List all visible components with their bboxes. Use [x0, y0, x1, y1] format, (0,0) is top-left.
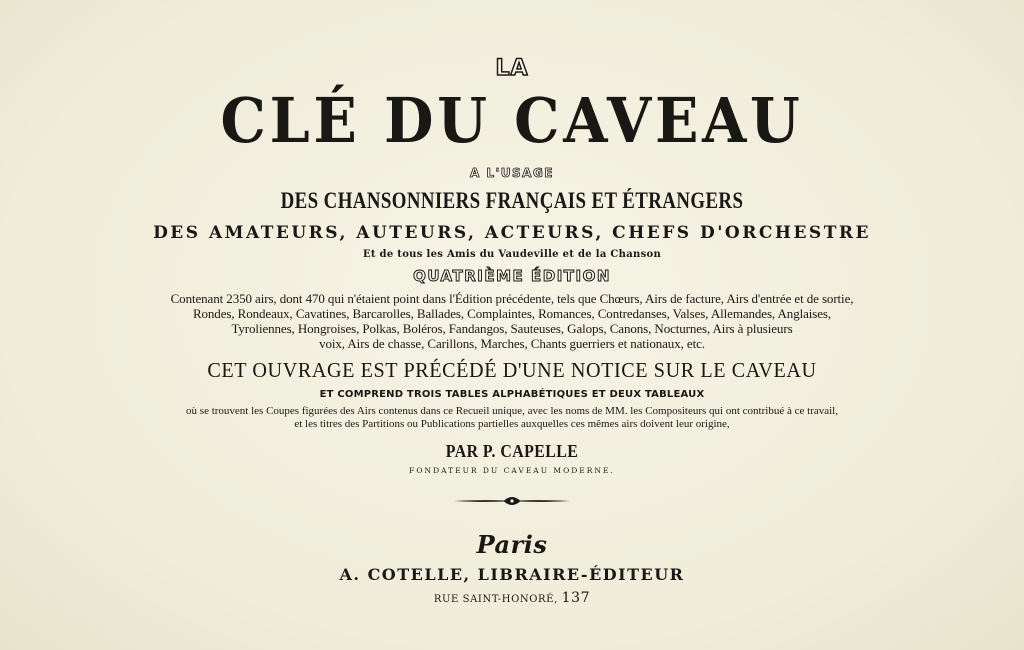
usage-line: A L'USAGE — [469, 166, 554, 180]
title-article: LA — [495, 56, 529, 81]
audience-chansonniers: DES CHANSONNIERS FRANÇAIS ET ÉTRANGERS — [280, 188, 744, 213]
main-title: CLÉ DU CAVEAU — [220, 84, 804, 157]
audience-amis: Et de tous les Amis du Vaudeville et de la Chanson — [362, 249, 662, 260]
audience-amateurs: DES AMATEURS, AUTEURS, ACTEURS, CHEFS D'ORCHESTRE — [153, 223, 871, 243]
imprint-publisher: A. COTELLE, LIBRAIRE-ÉDITEUR — [339, 565, 685, 584]
contents-line-3: Tyroliennes, Hongroises, Polkas, Boléros, Fandangos, Sauteuses, Galops, Canons, Nocturnes, Airs à plusieurs — [231, 321, 793, 336]
tables-line-1: où se trouvent les Coupes figurées des Airs contenus dans ce Recueil unique, avec les noms de MM. les Compositeurs qui ont contribué à ce travail, — [186, 405, 838, 417]
notice-heading: CET OUVRAGE EST PRÉCÉDÉ D'UNE NOTICE SUR LE CAVEAU — [207, 358, 817, 382]
imprint-number: 137 — [561, 590, 591, 606]
author-name: PAR P. CAPELLE — [445, 441, 579, 461]
contents-line-2: Rondes, Rondeaux, Cavatines, Barcarolles, Ballades, Complaintes, Romances, Contredanses, Valses, Allemandes, Anglaises, — [192, 306, 832, 321]
contents-line-1: Contenant 2350 airs, dont 470 qui n'étaient point dans l'Édition précédente, tels que Chœurs, Airs de facture, Airs d'entrée et de sortie, — [170, 291, 854, 306]
tables-heading: ET COMPREND TROIS TABLES ALPHABÉTIQUES ET DEUX TABLEAUX — [319, 389, 705, 400]
author-role: FONDATEUR DU CAVEAU MODERNE. — [409, 466, 615, 475]
imprint-address — [0, 590, 1024, 606]
ornament-divider — [452, 495, 572, 507]
edition-label: QUATRIÈME ÉDITION — [413, 267, 611, 285]
imprint-street: RUE SAINT-HONORÉ, — [433, 594, 558, 605]
contents-line-4: voix, Airs de chasse, Carillons, Marches, Chants guerriers et nationaux, etc. — [319, 336, 705, 351]
tables-line-2: et les titres des Partitions ou Publications partielles auxquelles ces mêmes airs doivent leur origine, — [294, 418, 730, 430]
imprint-city: Paris — [476, 530, 548, 559]
